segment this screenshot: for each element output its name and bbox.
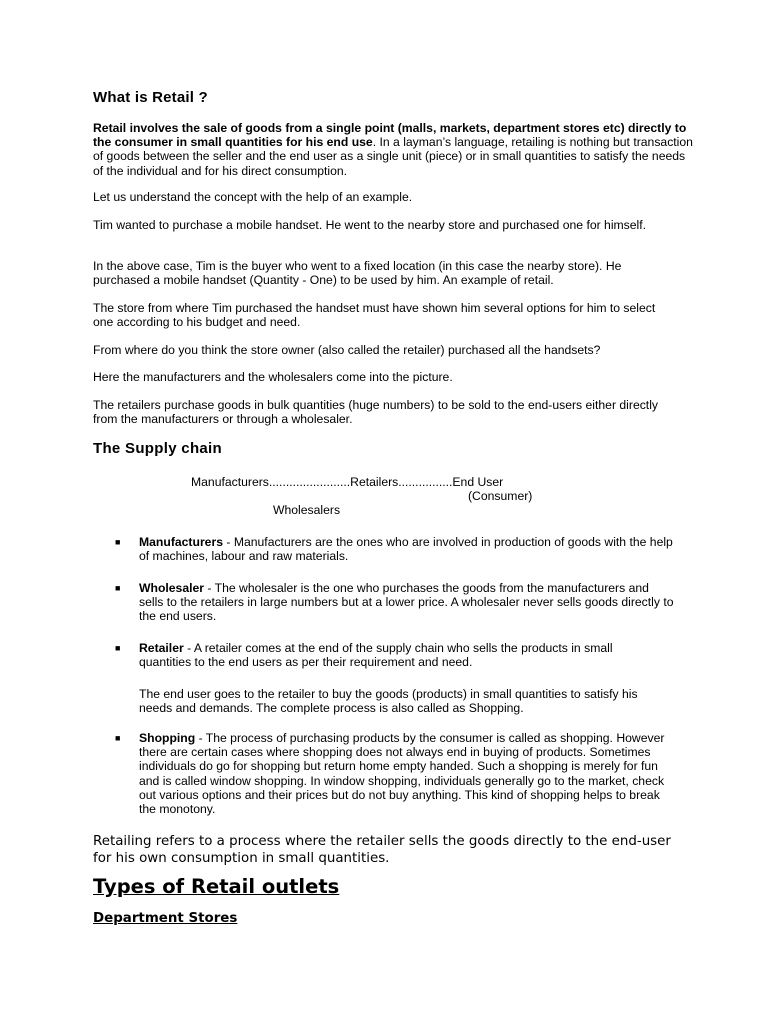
paragraph-example-intro: Let us understand the concept with the help of an example. <box>93 190 413 204</box>
list-item-shopping <box>139 731 679 816</box>
paragraph-store-owner: From where do you think the store owner (also called the retailer) purchased all the handsets? <box>93 343 601 357</box>
supply-chain-consumer: (Consumer) <box>468 489 533 503</box>
paragraph-manufacturers-wholesalers: Here the manufacturers and the wholesalers come into the picture. <box>93 370 453 384</box>
term-retailer: Retailer <box>139 641 184 655</box>
paragraph-store-options: The store from where Tim purchased the handset must have shown him several options for him to select one according to his budget and need. <box>93 301 656 330</box>
list-item-wholesaler <box>139 581 674 624</box>
intro-paragraph <box>93 121 693 178</box>
heading-what-is-retail: What is Retail ? <box>93 89 208 106</box>
bullet-square-icon: ■ <box>115 643 121 653</box>
intro-rest-text: . In a layman’s language, retailing is nothing but transaction of goods between the seller and the end user as a single unit (piece) or in small quantities to satisfy the needs of the individual and for his direct consumption. <box>93 135 693 178</box>
paragraph-buyer: In the above case, Tim is the buyer who went to a fixed location (in this case the nearby store). He purchased a mobile handset (Quantity - One) to be used by him. An example of retail. <box>93 259 622 288</box>
summary-paragraph: Retailing refers to a process where the retailer sells the goods directly to the end-user for his own consumption in small quantities. <box>93 834 671 866</box>
bullet-square-icon: ■ <box>115 733 121 743</box>
term-manufacturers: Manufacturers <box>139 535 223 549</box>
heading-types-of-retail-outlets: Types of Retail outlets <box>93 875 340 898</box>
bullet-square-icon: ■ <box>115 537 121 547</box>
paragraph-tim-purchase: Tim wanted to purchase a mobile handset. He went to the nearby store and purchased one for himself. <box>93 218 647 232</box>
supply-chain-line: Manufacturers........................Retailers................End User <box>191 475 504 489</box>
desc-manufacturers: - Manufacturers are the ones who are involved in production of goods with the help of machines, labour and raw materials. <box>139 535 673 564</box>
heading-department-stores: Department Stores <box>93 911 238 926</box>
list-item-retailer <box>139 641 659 669</box>
term-shopping: Shopping <box>139 731 196 745</box>
bullet-square-icon: ■ <box>115 583 121 593</box>
desc-retailer: - A retailer comes at the end of the supply chain who sells the products in small quantities to the end users as per their requirement and need. <box>139 641 613 670</box>
desc-shopping: - The process of purchasing products by the consumer is called as shopping. However there are certain cases where shopping does not always end in buying of products. Sometimes individuals do go for shopping but return home empty handed. Such a shopping is merely for fun and is called window shopping. In window shopping, individuals generally go to the market, check out various options and their prices but do not buy anything. This kind of shopping helps to break the monotony. <box>139 731 665 817</box>
desc-wholesaler: - The wholesaler is the one who purchases the goods from the manufacturers and sells to the retailers in large numbers but at a lower price. A wholesaler never sells goods directly to the end users. <box>139 581 674 624</box>
supply-chain-wholesalers: Wholesalers <box>273 503 341 517</box>
term-wholesaler: Wholesaler <box>139 581 205 595</box>
heading-supply-chain: The Supply chain <box>93 440 222 457</box>
list-item-manufacturers <box>139 535 679 563</box>
intro-bold-text: Retail involves the sale of goods from a single point (malls, markets, department stores etc) directly to the consumer in small quantities for his end use <box>93 121 687 150</box>
paragraph-bulk-purchase: The retailers purchase goods in bulk quantities (huge numbers) to be sold to the end-users either directly from the manufacturers or through a wholesaler. <box>93 398 658 427</box>
retailer-extra-paragraph: The end user goes to the retailer to buy the goods (products) in small quantities to satisfy his needs and demands. The complete process is also called as Shopping. <box>139 687 638 716</box>
